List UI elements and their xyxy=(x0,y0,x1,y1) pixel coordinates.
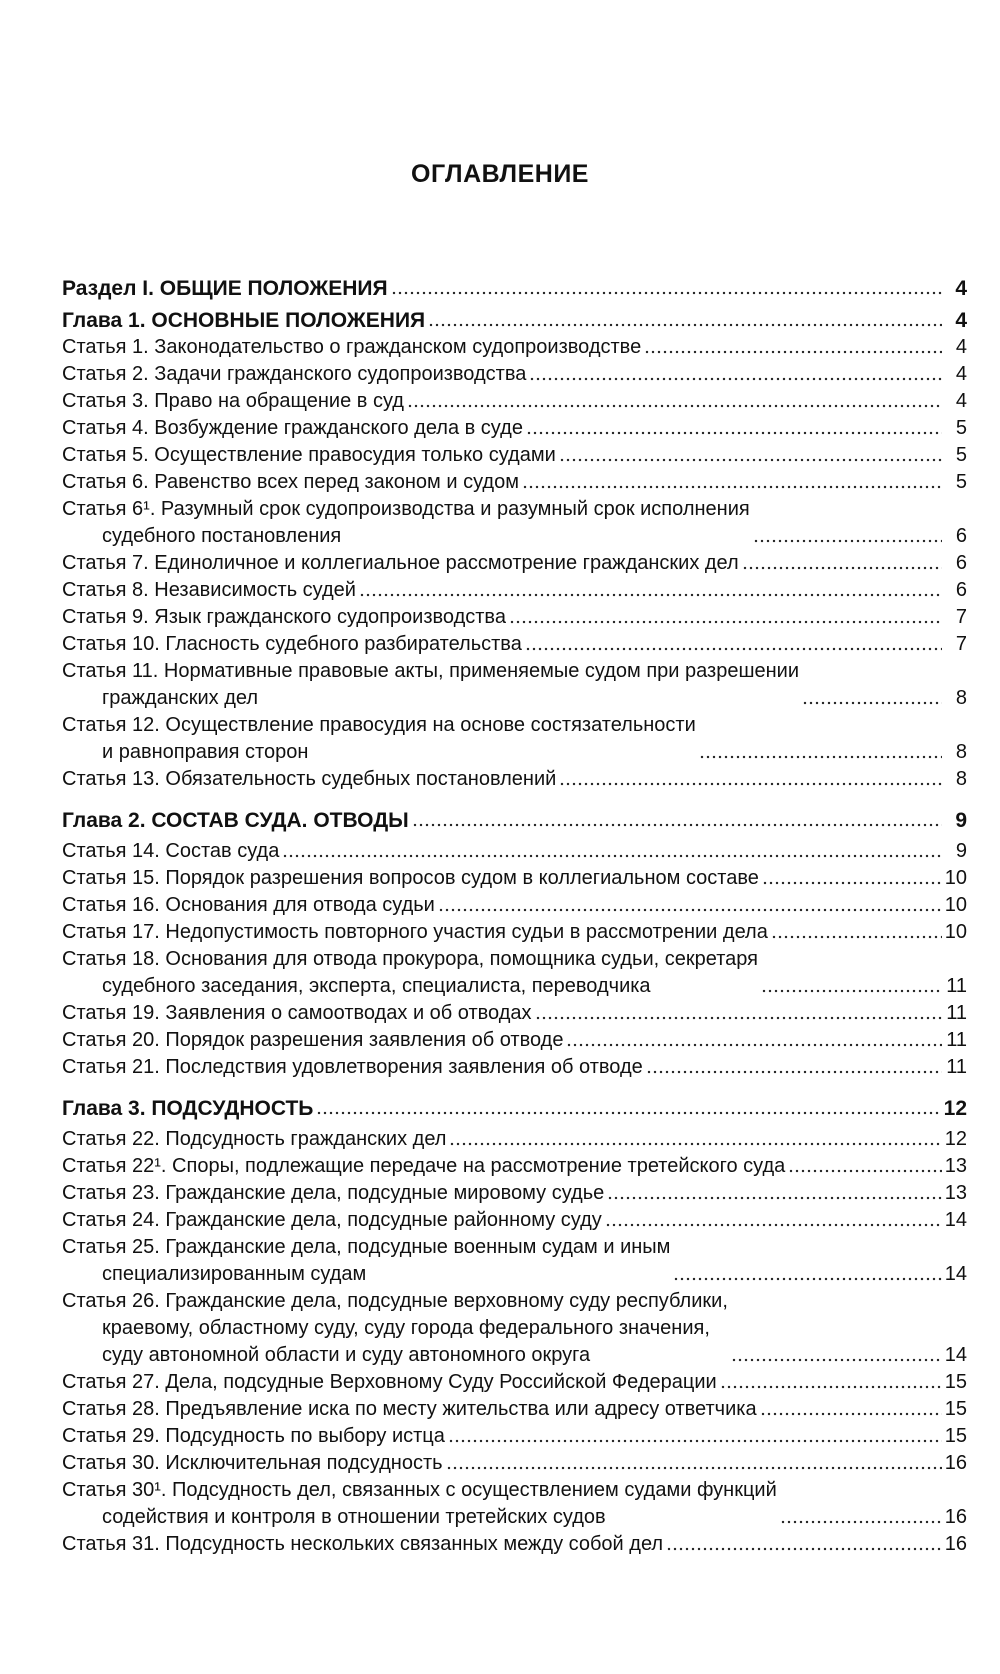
toc-page-number: 7 xyxy=(955,606,967,628)
toc-page-number: 13 xyxy=(944,1155,967,1177)
toc-article-entry xyxy=(62,1477,967,1531)
dot-leader xyxy=(605,1223,942,1227)
toc-entry-line: Статья 13. Обязательность судебных постановлений xyxy=(62,768,557,790)
toc-page-number: 4 xyxy=(955,277,967,300)
toc-entry-line: Статья 12. Осуществление правосудия на основе состязательности xyxy=(62,714,696,736)
toc-entry-label xyxy=(62,1369,717,1396)
toc-entry-label xyxy=(62,550,739,577)
toc-article-entry xyxy=(62,946,967,1000)
toc-entry-label xyxy=(62,1000,532,1027)
toc-entry-label xyxy=(62,469,519,496)
toc-entry-label xyxy=(62,807,409,834)
dot-leader xyxy=(788,1169,941,1173)
toc-article-entry xyxy=(62,919,967,946)
toc-entry-line: Статья 11. Нормативные правовые акты, применяемые судом при разрешении xyxy=(62,660,800,682)
toc-entry-continuation-line: судебного заседания, эксперта, специалиста, переводчика xyxy=(102,975,651,997)
dot-leader xyxy=(762,881,942,885)
toc-entry-line: Статья 30. Исключительная подсудность xyxy=(62,1452,443,1474)
toc-page-number: 13 xyxy=(944,1182,967,1204)
toc-entry-label xyxy=(62,1234,670,1288)
toc-article-entry xyxy=(62,1054,967,1081)
toc-entry-line: Статья 14. Состав суда xyxy=(62,840,280,862)
toc-entry-continuation-line: содействия и контроля в отношении третейских судов xyxy=(102,1506,606,1528)
toc-page-number: 16 xyxy=(944,1452,967,1474)
toc-article-entry xyxy=(62,496,967,550)
toc-article-entry xyxy=(62,388,967,415)
toc-entry-line: Статья 19. Заявления о самоотводах и об отводах xyxy=(62,1002,532,1024)
toc-entry-label xyxy=(62,1153,785,1180)
dot-leader xyxy=(559,782,942,786)
toc-page-number: 12 xyxy=(943,1097,967,1120)
toc-entry-label xyxy=(62,946,758,1000)
toc-entry-line: Статья 1. Законодательство о гражданском судопроизводстве xyxy=(62,336,642,358)
toc-page-number: 4 xyxy=(955,363,967,385)
dot-leader xyxy=(529,377,942,381)
toc-entry-line: Статья 20. Порядок разрешения заявления об отводе xyxy=(62,1029,564,1051)
toc-entry-label xyxy=(62,415,523,442)
dot-leader xyxy=(802,701,942,705)
toc-page-number: 6 xyxy=(955,552,967,574)
toc-page-number: 10 xyxy=(944,921,967,943)
toc-entry-continuation-line: краевому, областному суду, суду города федерального значения, xyxy=(102,1317,710,1339)
dot-leader xyxy=(522,485,942,489)
dot-leader xyxy=(780,1520,942,1524)
toc-entry-line: Статья 21. Последствия удовлетворения заявления об отводе xyxy=(62,1056,643,1078)
toc-entry-line: Статья 10. Гласность судебного разбирательства xyxy=(62,633,522,655)
dot-leader xyxy=(525,647,942,651)
toc-entry-line: Статья 22. Подсудность гражданских дел xyxy=(62,1128,447,1150)
toc-entry-label xyxy=(62,361,526,388)
toc-chapter-heading xyxy=(62,807,967,834)
toc-article-entry xyxy=(62,442,967,469)
toc-article-entry xyxy=(62,361,967,388)
dot-leader xyxy=(753,539,942,543)
toc-article-entry xyxy=(62,1369,967,1396)
toc-page-number: 4 xyxy=(955,336,967,358)
toc-entry-label xyxy=(62,1531,663,1558)
toc-page-number: 6 xyxy=(955,525,967,547)
toc-chapter-heading xyxy=(62,307,967,334)
toc-entry-label xyxy=(62,658,799,712)
dot-leader xyxy=(446,1466,942,1470)
toc-article-entry xyxy=(62,865,967,892)
toc-entry-label xyxy=(62,838,279,865)
dot-leader xyxy=(428,323,942,327)
toc-page-number: 10 xyxy=(944,894,967,916)
dot-leader xyxy=(731,1358,942,1362)
toc-page-number: 5 xyxy=(955,444,967,466)
toc-entry-label xyxy=(62,631,522,658)
toc-entry-label xyxy=(62,1054,643,1081)
toc-article-entry xyxy=(62,631,967,658)
dot-leader xyxy=(566,1043,942,1047)
dot-leader xyxy=(448,1439,942,1443)
toc-entry-label xyxy=(62,307,425,334)
toc-entry-line: Статья 3. Право на обращение в суд xyxy=(62,390,404,412)
toc-entry-label xyxy=(62,496,750,550)
toc-page-number: 8 xyxy=(955,687,967,709)
toc-entry-label xyxy=(62,1027,563,1054)
dot-leader xyxy=(673,1277,941,1281)
toc-article-entry xyxy=(62,766,967,793)
toc-page-number: 7 xyxy=(955,633,967,655)
toc-entry-line: Статья 30¹. Подсудность дел, связанных с осуществлением судами функций xyxy=(62,1479,777,1501)
toc-article-entry xyxy=(62,604,967,631)
toc-entry-line: Статья 4. Возбуждение гражданского дела в суде xyxy=(62,417,523,439)
toc-entry-line: Статья 27. Дела, подсудные Верховному Суду Российской Федерации xyxy=(62,1371,717,1393)
toc-page-number: 9 xyxy=(955,809,967,832)
toc-article-entry xyxy=(62,334,967,361)
dot-leader xyxy=(742,566,942,570)
toc-entry-line: Статья 25. Гражданские дела, подсудные военным судам и иным xyxy=(62,1236,671,1258)
dot-leader xyxy=(412,823,942,827)
toc-entry-line: Статья 17. Недопустимость повторного участия судьи в рассмотрении дела xyxy=(62,921,768,943)
dot-leader xyxy=(644,350,942,354)
toc-page-number: 4 xyxy=(955,390,967,412)
toc-entry-line: Статья 31. Подсудность нескольких связанных между собой дел xyxy=(62,1533,664,1555)
toc-article-entry xyxy=(62,1423,967,1450)
toc-entry-line: Глава 2. СОСТАВ СУДА. ОТВОДЫ xyxy=(62,809,409,832)
toc-entry-label xyxy=(62,604,506,631)
toc-entry-line: Статья 28. Предъявление иска по месту жительства или адресу ответчика xyxy=(62,1398,757,1420)
toc-page-number: 6 xyxy=(955,579,967,601)
toc-entry-label xyxy=(62,1180,604,1207)
toc-entry-label xyxy=(62,1095,313,1122)
dot-leader xyxy=(282,854,942,858)
toc-entry-line: Статья 8. Независимость судей xyxy=(62,579,356,601)
toc-entry-line: Статья 22¹. Споры, подлежащие передаче на рассмотрение третейского суда xyxy=(62,1155,786,1177)
toc-entry-label xyxy=(62,1396,757,1423)
toc-page-number: 4 xyxy=(955,309,967,332)
page-title: ОГЛАВЛЕНИЕ xyxy=(411,160,589,188)
toc-page-number: 11 xyxy=(946,1056,967,1078)
toc-article-entry xyxy=(62,712,967,766)
toc-entry-line: Раздел I. ОБЩИЕ ПОЛОЖЕНИЯ xyxy=(62,277,388,300)
toc-article-entry xyxy=(62,415,967,442)
toc-entry-label xyxy=(62,1207,602,1234)
toc-page-number: 15 xyxy=(944,1425,967,1447)
dot-leader xyxy=(316,1111,940,1115)
toc-entry-line: Статья 5. Осуществление правосудия только судами xyxy=(62,444,556,466)
toc-entry-label xyxy=(62,892,435,919)
toc-article-entry xyxy=(62,1288,967,1369)
toc-entry-label xyxy=(62,1126,446,1153)
toc-article-entry xyxy=(62,838,967,865)
toc-entry-continuation-line: специализированным судам xyxy=(102,1263,367,1285)
toc-article-entry xyxy=(62,1180,967,1207)
toc-article-entry xyxy=(62,1153,967,1180)
toc-entry-continuation-line: и равноправия сторон xyxy=(102,741,309,763)
dot-leader xyxy=(666,1547,942,1551)
dot-leader xyxy=(359,593,942,597)
dot-leader xyxy=(646,1070,942,1074)
toc-article-entry xyxy=(62,1450,967,1477)
dot-leader xyxy=(720,1385,942,1389)
toc-entry-label xyxy=(62,334,641,361)
dot-leader xyxy=(391,291,942,295)
toc-entry-line: Статья 7. Единоличное и коллегиальное рассмотрение гражданских дел xyxy=(62,552,739,574)
toc-entry-label xyxy=(62,919,768,946)
toc-page-number: 16 xyxy=(944,1533,967,1555)
toc-article-entry xyxy=(62,1000,967,1027)
dot-leader xyxy=(526,431,942,435)
toc-entry-label xyxy=(62,1288,728,1369)
toc-page-number: 11 xyxy=(946,1029,967,1051)
toc-entry-line: Статья 24. Гражданские дела, подсудные районному суду xyxy=(62,1209,602,1231)
toc-page-number: 16 xyxy=(944,1506,967,1528)
dot-leader xyxy=(761,989,942,993)
toc-article-entry xyxy=(62,1396,967,1423)
toc-entry-label xyxy=(62,1450,443,1477)
toc-entry-label xyxy=(62,388,404,415)
toc-article-entry xyxy=(62,1234,967,1288)
dot-leader xyxy=(438,908,942,912)
toc-entry-line: Глава 3. ПОДСУДНОСТЬ xyxy=(62,1097,314,1120)
toc-entry-label xyxy=(62,275,388,302)
dot-leader xyxy=(449,1142,941,1146)
toc-entry-label xyxy=(62,1477,777,1531)
dot-leader xyxy=(699,755,942,759)
dot-leader xyxy=(509,620,942,624)
toc-chapter-heading xyxy=(62,1095,967,1122)
toc-entry-label xyxy=(62,577,356,604)
dot-leader xyxy=(607,1196,941,1200)
toc-article-entry xyxy=(62,550,967,577)
toc-entry-line: Статья 18. Основания для отвода прокурора, помощника судьи, секретаря xyxy=(62,948,758,970)
toc-entry-line: Статья 2. Задачи гражданского судопроизводства xyxy=(62,363,527,385)
toc-page-number: 10 xyxy=(944,867,967,889)
toc-article-entry xyxy=(62,469,967,496)
toc-entry-continuation-line: гражданских дел xyxy=(102,687,259,709)
toc-entry-label xyxy=(62,865,759,892)
toc-entry-line: Статья 26. Гражданские дела, подсудные верховному суду республики, xyxy=(62,1290,728,1312)
toc-article-entry xyxy=(62,892,967,919)
toc-page-number: 14 xyxy=(944,1209,967,1231)
toc-page-number: 5 xyxy=(955,417,967,439)
toc-entry-label xyxy=(62,1423,445,1450)
toc-entry-continuation-line: судебного постановления xyxy=(102,525,342,547)
toc-entry-continuation-line: суду автономной области и суду автономного округа xyxy=(102,1344,591,1366)
toc-entry-line: Статья 29. Подсудность по выбору истца xyxy=(62,1425,445,1447)
toc-page-number: 14 xyxy=(944,1344,967,1366)
toc-entry-line: Статья 6. Равенство всех перед законом и судом xyxy=(62,471,519,493)
toc-page-number: 8 xyxy=(955,741,967,763)
toc-page-number: 9 xyxy=(955,840,967,862)
toc-article-entry xyxy=(62,658,967,712)
toc-page-number: 11 xyxy=(946,975,967,997)
toc-page-number: 15 xyxy=(944,1398,967,1420)
toc-entry-line: Статья 6¹. Разумный срок судопроизводства и разумный срок исполнения xyxy=(62,498,750,520)
toc-entry-label xyxy=(62,766,556,793)
toc-page-number: 5 xyxy=(955,471,967,493)
toc-entry-label xyxy=(62,712,696,766)
dot-leader xyxy=(407,404,942,408)
toc-entry-line: Статья 23. Гражданские дела, подсудные мировому судье xyxy=(62,1182,605,1204)
toc-entry-line: Статья 9. Язык гражданского судопроизводства xyxy=(62,606,506,628)
table-of-contents xyxy=(62,275,967,1558)
dot-leader xyxy=(760,1412,942,1416)
toc-entry-line: Статья 15. Порядок разрешения вопросов судом в коллегиальном составе xyxy=(62,867,759,889)
dot-leader xyxy=(771,935,942,939)
toc-article-entry xyxy=(62,1531,967,1558)
dot-leader xyxy=(559,458,942,462)
toc-article-entry xyxy=(62,1207,967,1234)
toc-article-entry xyxy=(62,1126,967,1153)
toc-article-entry xyxy=(62,1027,967,1054)
toc-article-entry xyxy=(62,577,967,604)
toc-entry-line: Статья 16. Основания для отвода судьи xyxy=(62,894,435,916)
toc-entry-line: Глава 1. ОСНОВНЫЕ ПОЛОЖЕНИЯ xyxy=(62,309,426,332)
toc-page-number: 12 xyxy=(944,1128,967,1150)
dot-leader xyxy=(535,1016,942,1020)
toc-page-number: 15 xyxy=(944,1371,967,1393)
toc-entry-label xyxy=(62,442,556,469)
toc-section-heading xyxy=(62,275,967,302)
toc-page-number: 14 xyxy=(944,1263,967,1285)
toc-page-number: 11 xyxy=(946,1002,967,1024)
toc-page-number: 8 xyxy=(955,768,967,790)
